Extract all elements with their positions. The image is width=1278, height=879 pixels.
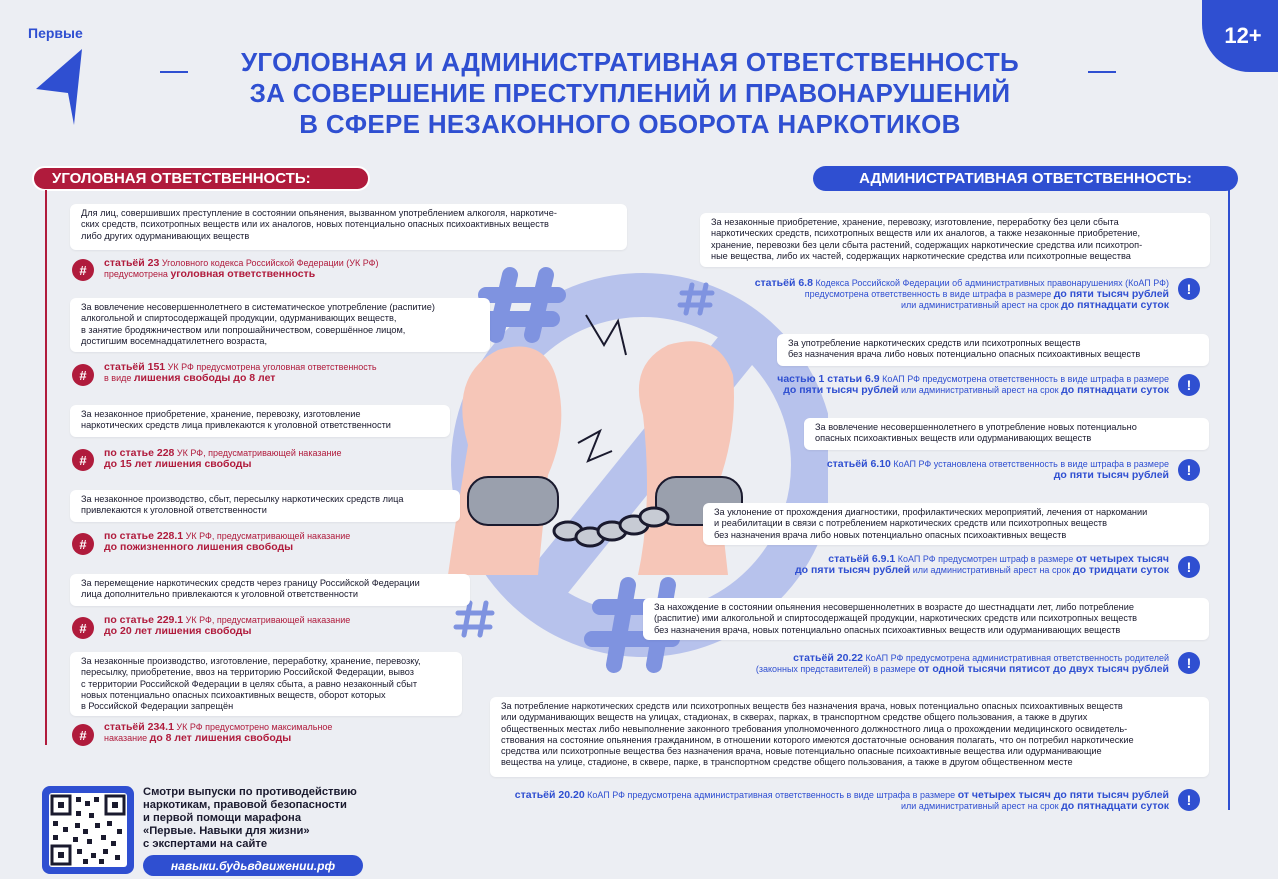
admin-article bbox=[649, 278, 1169, 311]
card-line: и реабилитации в связи с потреблением наркотических средств или психотропных веществ bbox=[714, 518, 1108, 529]
criminal-article bbox=[104, 531, 350, 553]
hash-icon: # bbox=[72, 533, 94, 555]
card-line: пересылку, приобретение, ввоз на территорию Российской Федерации, вывоз bbox=[81, 667, 415, 678]
article-highlight: до пятнадцати суток bbox=[1061, 299, 1169, 311]
exclamation-icon: ! bbox=[1178, 556, 1200, 578]
card-line: достигшим восемнадцатилетнего возраста, bbox=[81, 335, 268, 346]
article-highlight: от четырех тысяч bbox=[1075, 553, 1169, 565]
article-desc: КоАП РФ предусмотрена административная ответственность родителей bbox=[863, 653, 1169, 663]
article-penalty: до 8 лет лишения свободы bbox=[149, 732, 292, 744]
article-desc: КоАП РФ предусмотрена административная ответственность в виде штрафа в размере bbox=[584, 790, 958, 800]
article-highlight: до пятнадцати суток bbox=[1061, 800, 1169, 812]
admin-card bbox=[643, 598, 1209, 640]
article-desc: (законных представителей) в размере bbox=[755, 664, 919, 674]
card-line: ствования на состояние опьянения гражданином, в отношении которого имеются достаточные основания полагать, что он потребил наркотические bbox=[501, 734, 1134, 745]
card-line: опасных психоактивных веществ или одурманивающих веществ bbox=[815, 433, 1092, 444]
card-line: За потребление наркотических средств или психотропных веществ без назначения врача, новых потенциально опасных психоактивных веществ bbox=[501, 701, 1123, 711]
article-line bbox=[609, 664, 1169, 675]
admin-article bbox=[649, 554, 1169, 576]
exclamation-icon: ! bbox=[1178, 278, 1200, 300]
hash-icon: # bbox=[72, 259, 94, 281]
title-line: ЗА СОВЕРШЕНИЕ ПРЕСТУПЛЕНИЙ И ПРАВОНАРУШЕНИЙ bbox=[249, 78, 1011, 108]
criminal-card bbox=[70, 204, 627, 250]
article-number: по статье 229.1 bbox=[104, 614, 184, 626]
card-line: За незаконные производство, изготовление, переработку, хранение, перевозку, bbox=[81, 656, 421, 666]
article-desc: КоАП РФ предусмотрена ответственность в виде штрафа в размере bbox=[879, 374, 1169, 384]
card-line: За незаконное производство, сбыт, пересылку наркотических средств лица bbox=[81, 494, 404, 504]
card-line: (распитие) ими алкогольной и спиртосодержащей продукции, наркотических средств или психотропных веществ bbox=[654, 613, 1138, 624]
article-desc: Уголовного кодекса Российской Федерации (УК РФ) bbox=[159, 258, 379, 268]
article-highlight: до пяти тысяч рублей bbox=[1053, 469, 1169, 481]
card-line: наркотических средств, психотропных веществ или их аналогов, а также незаконные приобретение, bbox=[711, 228, 1141, 239]
brand-logo-text: Первые bbox=[28, 25, 83, 41]
card-line: За перемещение наркотических средств через границу Российской Федерации bbox=[81, 578, 420, 588]
footer-line: «Первые. Навыки для жизни» bbox=[143, 825, 310, 837]
article-desc: в виде bbox=[104, 373, 134, 383]
card-line: вещества на улице, стадионе, в сквере, парке, в транспортном средстве общего пользования, а также в другом общественном месте bbox=[501, 757, 1073, 768]
article-desc: УК РФ предусмотрена уголовная ответственность bbox=[165, 362, 377, 372]
card-line: За уклонение от прохождения диагностики, профилактических мероприятий, лечения от наркомании bbox=[714, 507, 1148, 517]
article-highlight: статьёй 20.22 bbox=[793, 652, 863, 664]
admin-card bbox=[490, 697, 1209, 777]
article-desc: УК РФ предусмотрено максимальное bbox=[173, 722, 333, 732]
admin-heading: АДМИНИСТРАТИВНАЯ ОТВЕТСТВЕННОСТЬ: bbox=[813, 166, 1238, 191]
article-highlight: до пяти тысяч рублей bbox=[794, 564, 911, 576]
article-desc: или административный арест на срок bbox=[900, 801, 1062, 811]
card-line: За употребление наркотических средств или психотропных веществ bbox=[788, 338, 1081, 348]
footer-line: наркотикам, правовой безопасности bbox=[143, 799, 347, 811]
article-desc: КоАП РФ предусмотрен штраф в размере bbox=[895, 554, 1076, 564]
hash-icon: # bbox=[72, 449, 94, 471]
article-desc: или административный арест на срок bbox=[900, 300, 1062, 310]
admin-article bbox=[609, 653, 1169, 675]
criminal-card bbox=[70, 298, 490, 352]
article-number: статьёй 151 bbox=[104, 361, 166, 373]
card-line: За вовлечение несовершеннолетнего в употребление новых потенциально bbox=[815, 422, 1137, 432]
footer-line: с экспертами на сайте bbox=[143, 838, 268, 850]
card-line: ные вещества, либо их частей, содержащих наркотические средства или психотропные вещества bbox=[711, 250, 1131, 261]
article-highlight: до пятнадцати суток bbox=[1061, 384, 1169, 396]
hash-icon: # bbox=[72, 364, 94, 386]
card-line: без назначения врача либо новых потенциально опасных психоактивных веществ bbox=[714, 529, 1067, 540]
card-line: в Российской Федерации запрещён bbox=[81, 701, 234, 712]
card-line: средства или психотропные вещества без назначения врача, новые потенциально опасные психоактивные вещества или одурманивающие bbox=[501, 746, 1102, 757]
article-desc: Кодекса Российской Федерации об административных правонарушениях (КоАП РФ) bbox=[812, 278, 1169, 288]
article-line bbox=[649, 470, 1169, 481]
article-line bbox=[469, 801, 1169, 812]
card-line: либо других одурманивающих веществ bbox=[81, 230, 250, 241]
criminal-article bbox=[104, 362, 377, 384]
title-line: В СФЕРЕ НЕЗАКОННОГО ОБОРОТА НАРКОТИКОВ bbox=[299, 109, 961, 139]
exclamation-icon: ! bbox=[1178, 789, 1200, 811]
card-line: привлекаются к уголовной ответственности bbox=[81, 505, 267, 516]
card-line: наркотических средств лица привлекаются к уголовной ответственности bbox=[81, 420, 391, 431]
criminal-article bbox=[104, 258, 378, 280]
article-number: по статье 228.1 bbox=[104, 530, 184, 542]
criminal-card bbox=[70, 490, 460, 522]
article-penalty: уголовная ответственность bbox=[170, 268, 316, 280]
criminal-timeline bbox=[45, 190, 47, 745]
criminal-card bbox=[70, 405, 450, 437]
criminal-article bbox=[104, 722, 332, 744]
title-line: УГОЛОВНАЯ И АДМИНИСТРАТИВНАЯ ОТВЕТСТВЕННОСТЬ bbox=[240, 47, 1020, 77]
card-line: хранение, перевозки без цели сбыта растений, содержащих наркотические средства или психотроп- bbox=[711, 239, 1143, 250]
article-penalty: до пожизненного лишения свободы bbox=[104, 541, 294, 553]
criminal-card bbox=[70, 652, 462, 716]
article-desc: КоАП РФ установлена ответственность в виде штрафа в размере bbox=[890, 459, 1169, 469]
card-line: лица дополнительно привлекаются к уголовной ответственности bbox=[81, 589, 358, 600]
article-desc: или административный арест на срок bbox=[910, 565, 1073, 575]
criminal-heading: УГОЛОВНАЯ ОТВЕТСТВЕННОСТЬ: bbox=[32, 166, 370, 191]
card-line: За вовлечение несовершеннолетнего в систематическое употребление (распитие) bbox=[81, 302, 435, 312]
article-highlight: до пяти тысяч рублей bbox=[1053, 288, 1169, 300]
article-number: статьёй 23 bbox=[104, 257, 160, 269]
exclamation-icon: ! bbox=[1178, 652, 1200, 674]
article-highlight: от одной тысячи пятисот до двух тысяч рублей bbox=[918, 663, 1169, 675]
article-desc: УК РФ, предусматривающей наказание bbox=[183, 615, 351, 625]
article-highlight: до пяти тысяч рублей bbox=[783, 384, 899, 396]
hash-icon: # bbox=[72, 617, 94, 639]
card-line: без назначения врача, новых потенциально опасных психоактивных веществ или одурманивающих веществ bbox=[654, 624, 1121, 635]
age-rating-badge: 12+ bbox=[1202, 0, 1278, 72]
admin-article bbox=[469, 790, 1169, 812]
card-line: алкогольной и спиртосодержащей продукции, одурманивающих веществ, bbox=[81, 313, 397, 324]
article-highlight: от четырех тысяч до пяти тысяч рублей bbox=[957, 789, 1169, 801]
article-desc: УК РФ, предусматривающей наказание bbox=[183, 531, 351, 541]
qr-code[interactable] bbox=[42, 786, 134, 874]
article-highlight: статьёй 6.10 bbox=[826, 458, 891, 470]
article-line bbox=[649, 565, 1169, 576]
card-line: За незаконные приобретение, хранение, перевозку, изготовление, переработку без цели сбыта bbox=[711, 217, 1119, 227]
card-line: без назначения врача либо новых потенциально опасных психоактивных веществ bbox=[788, 349, 1141, 360]
article-highlight: статьёй 6.9.1 bbox=[828, 553, 896, 565]
article-number: статьёй 234.1 bbox=[104, 721, 174, 733]
card-line: За незаконное приобретение, хранение, перевозку, изготовление bbox=[81, 409, 361, 419]
footer-line: Смотри выпуски по противодействию bbox=[143, 786, 357, 798]
admin-card bbox=[804, 418, 1209, 450]
card-line: ских средств, психотропных веществ или их аналогов, новых потенциально опасных психоактивных веществ bbox=[81, 219, 549, 230]
article-desc: предусмотрена ответственность в виде штрафа в размере bbox=[804, 289, 1054, 299]
card-line: в занятие бродяжничеством или попрошайничеством, совершённое лицом, bbox=[81, 324, 406, 335]
qr-code-pattern bbox=[49, 793, 127, 867]
article-desc: наказание bbox=[104, 733, 150, 743]
article-highlight: частью 1 статьи 6.9 bbox=[777, 373, 880, 385]
article-line bbox=[649, 385, 1169, 396]
criminal-card bbox=[70, 574, 470, 606]
page-title bbox=[180, 47, 1080, 140]
card-line: Для лиц, совершивших преступление в состоянии опьянения, вызванном употреблением алкоголя, наркотиче- bbox=[81, 208, 557, 218]
card-line: За нахождение в состоянии опьянения несовершеннолетних в возрасте до шестнадцати лет, либо потребление bbox=[654, 602, 1134, 612]
admin-article bbox=[649, 374, 1169, 396]
admin-card bbox=[703, 503, 1209, 545]
article-number: по статье 228 bbox=[104, 447, 175, 459]
article-highlight: статьёй 6.8 bbox=[754, 277, 813, 289]
card-line: или одурманивающих веществ на улицах, стадионах, в скверах, парках, в транспортном средстве общего пользования, а также в других bbox=[501, 712, 1088, 723]
card-line: новых потенциально опасных психоактивных веществ, оборот которых bbox=[81, 689, 386, 700]
criminal-article bbox=[104, 615, 350, 637]
article-highlight: статьёй 20.20 bbox=[514, 789, 585, 801]
article-highlight: до тридцати суток bbox=[1072, 564, 1169, 576]
exclamation-icon: ! bbox=[1178, 374, 1200, 396]
admin-timeline bbox=[1228, 190, 1230, 810]
criminal-article bbox=[104, 448, 342, 470]
article-line bbox=[649, 300, 1169, 311]
article-desc: предусмотрена bbox=[104, 269, 171, 279]
title-rule-right bbox=[1088, 71, 1116, 73]
card-line: с территории Российской Федерации в целях сбыта, а равно незаконный сбыт bbox=[81, 678, 418, 689]
admin-article bbox=[649, 459, 1169, 481]
article-penalty: до 15 лет лишения свободы bbox=[104, 458, 252, 470]
card-line: общественных местах либо невыполнение законного требования уполномоченного должностного лица о прохождении медицинского освидетель- bbox=[501, 723, 1128, 734]
admin-card bbox=[700, 213, 1210, 267]
footer-line: и первой помощи марафона bbox=[143, 812, 302, 824]
article-penalty: до 20 лет лишения свободы bbox=[104, 625, 252, 637]
hash-icon: # bbox=[72, 724, 94, 746]
footer-description bbox=[143, 786, 357, 851]
article-desc: УК РФ, предусматривающей наказание bbox=[174, 448, 342, 458]
brand-logo-icon bbox=[30, 45, 86, 129]
article-penalty: лишения свободы до 8 лет bbox=[133, 372, 276, 384]
article-desc: или административный арест на срок bbox=[898, 385, 1062, 395]
admin-card bbox=[777, 334, 1209, 366]
site-link[interactable]: навыки.будьвдвижении.рф bbox=[143, 855, 363, 876]
exclamation-icon: ! bbox=[1178, 459, 1200, 481]
